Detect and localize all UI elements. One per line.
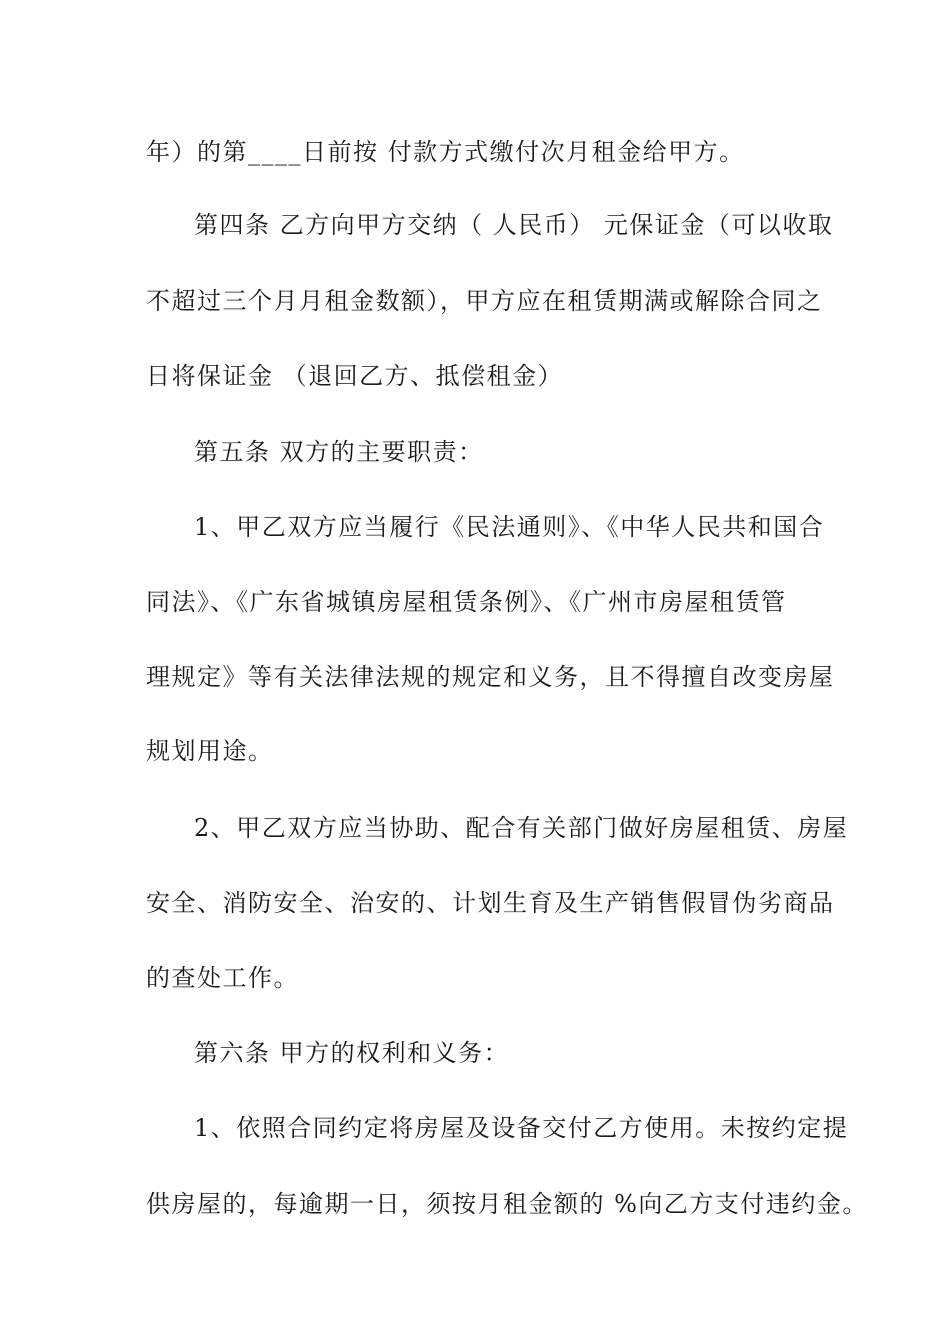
list-item: 1、依照合同约定将房屋及设备交付乙方使用。未按约定提 <box>194 1114 849 1142</box>
list-item: 1、甲乙双方应当履行《民法通则》、《中华人民共和国合 <box>194 513 825 541</box>
text-line: 不超过三个月月租金数额），甲方应在租赁期满或解除合同之 <box>146 287 823 315</box>
text-line: 规划用途。 <box>146 737 274 765</box>
text-line: 理规定》等有关法律法规的规定和义务，且不得擅自改变房屋 <box>146 663 835 691</box>
text-line: 安全、消防安全、治安的、计划生育及生产销售假冒伪劣商品 <box>146 889 835 917</box>
text-line: 供房屋的，每逾期一日，须按月租金额的 %向乙方支付违约金。 <box>146 1190 868 1218</box>
text-line: 年）的第____日前按 付款方式缴付次月租金给甲方。 <box>146 138 745 166</box>
article-heading: 第四条 乙方向甲方交纳（ 人民币） 元保证金（可以收取 <box>194 211 834 239</box>
text-line: 的查处工作。 <box>146 964 299 992</box>
article-heading: 第六条 甲方的权利和义务： <box>194 1039 510 1067</box>
list-item: 2、甲乙双方应当协助、配合有关部门做好房屋租赁、房屋 <box>194 814 849 842</box>
text-line: 日将保证金 （退回乙方、抵偿租金） <box>146 362 564 390</box>
article-heading: 第五条 双方的主要职责： <box>194 438 484 466</box>
text-line: 同法》、《广东省城镇房屋租赁条例》、《广州市房屋租赁管 <box>146 588 787 616</box>
